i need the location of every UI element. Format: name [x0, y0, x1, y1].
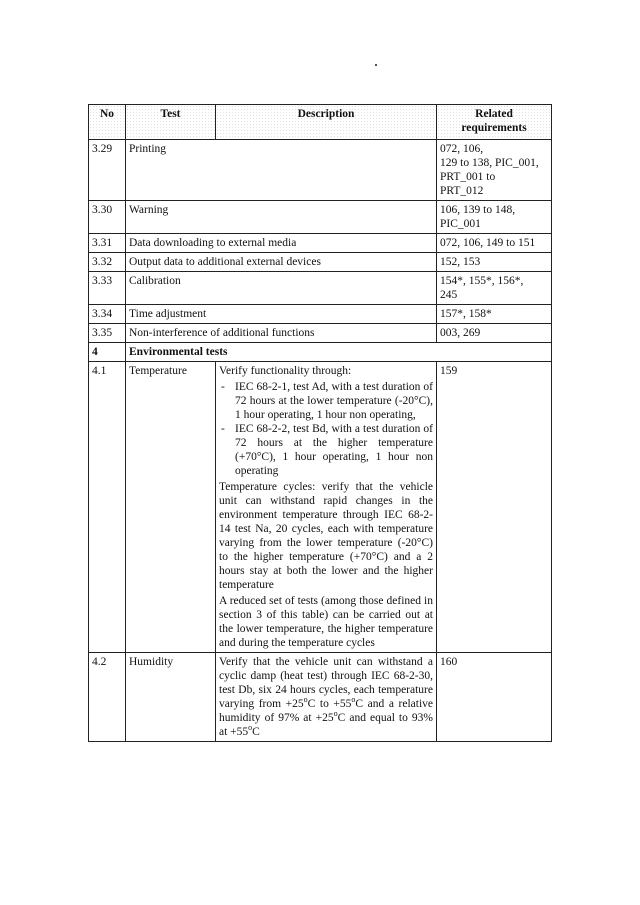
row-requirements: 154*, 155*, 156*, 245: [437, 272, 552, 305]
row-requirements: 072, 106, 129 to 138, PIC_001, PRT_001 to PRT_012: [437, 140, 552, 201]
row-test: Warning: [126, 201, 437, 234]
table-row-humidity: [89, 653, 552, 742]
row-requirements: 152, 153: [437, 253, 552, 272]
row-no: 3.35: [89, 324, 126, 343]
description-bullets: [219, 380, 433, 478]
row-no: 3.34: [89, 305, 126, 324]
table-header-row: [89, 105, 552, 140]
row-requirements: 157*, 158*: [437, 305, 552, 324]
row-no: 3.32: [89, 253, 126, 272]
row-description: [216, 653, 437, 742]
table-row: [89, 324, 552, 343]
header-description: Description: [216, 105, 437, 140]
description-intro: Verify functionality through:: [219, 365, 352, 377]
row-requirements: 160: [437, 653, 552, 742]
row-description: [216, 362, 437, 653]
row-test: Non-interference of additional functions: [126, 324, 437, 343]
row-requirements: 106, 139 to 148, PIC_001: [437, 201, 552, 234]
header-test: Test: [126, 105, 216, 140]
row-no: 3.31: [89, 234, 126, 253]
row-test: Time adjustment: [126, 305, 437, 324]
row-requirements: 072, 106, 149 to 151: [437, 234, 552, 253]
row-test: Humidity: [126, 653, 216, 742]
row-test: Printing: [126, 140, 437, 201]
section-header-row: [89, 343, 552, 362]
row-test: Temperature: [126, 362, 216, 653]
description-paragraph: Temperature cycles: verify that the vehicle unit can withstand rapid changes in the environment temperature through IEC 68-2-14 test Na, 20 cycles, each with temperature varying from the lower temperature (-20°C) to the higher temperature (+70°C) and a 2 hours stay at both the lower and the higher temperature: [219, 481, 433, 591]
table-row: [89, 305, 552, 324]
row-no: 4.1: [89, 362, 126, 653]
row-no: 3.33: [89, 272, 126, 305]
row-test: Data downloading to external media: [126, 234, 437, 253]
description-paragraph: Verify that the vehicle unit can withstand a cyclic damp (heat test) through IEC 68-2-30, test Db, six 24 hours cycles, each temperature varying from $+25^oC$ to $+55^oC$ and a relative humidity of 97% at $+25^oC$ and equal to 93% at $+55^oC$: [219, 656, 434, 738]
header-related-requirements: Related requirements: [437, 105, 552, 140]
section-no: 4: [89, 343, 126, 362]
requirements-table: [88, 104, 552, 742]
row-test: Output data to additional external devices: [126, 253, 437, 272]
description-bullet: - IEC 68-2-2, test Bd, with a test duration of 72 hours at the higher temperature (+70°C), 1 hour operating, 1 hour non operating: [221, 423, 433, 477]
row-no: 4.2: [89, 653, 126, 742]
table-row: [89, 140, 552, 201]
scan-speck: [375, 64, 377, 66]
table-row: [89, 253, 552, 272]
description-paragraph: A reduced set of tests (among those defined in section 3 of this table) can be carried out at the lower temperature, the higher temperature and during the temperature cycles: [219, 595, 433, 649]
row-no: 3.29: [89, 140, 126, 201]
description-bullet: - IEC 68-2-1, test Ad, with a test duration of 72 hours at the lower temperature (-20°C), 1 hour operating, 1 hour non operating,: [221, 381, 433, 421]
header-no: No: [89, 105, 126, 140]
section-title: Environmental tests: [126, 343, 552, 362]
table-row: [89, 272, 552, 305]
table-row: [89, 201, 552, 234]
table-row-temperature: [89, 362, 552, 653]
row-no: 3.30: [89, 201, 126, 234]
row-requirements: 159: [437, 362, 552, 653]
table-row: [89, 234, 552, 253]
row-requirements: 003, 269: [437, 324, 552, 343]
row-test: Calibration: [126, 272, 437, 305]
